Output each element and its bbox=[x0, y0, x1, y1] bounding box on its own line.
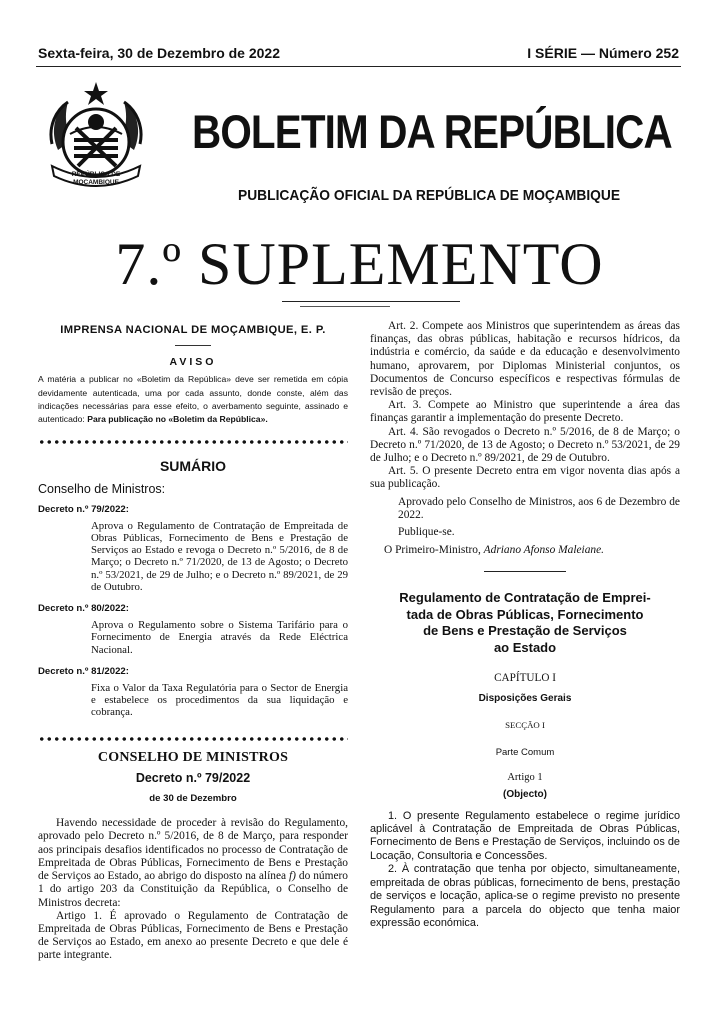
left-column bbox=[38, 320, 348, 963]
decreto-80-heading: Decreto n.º 80/2022: bbox=[38, 603, 129, 615]
decreto-81-heading: Decreto n.º 81/2022: bbox=[38, 665, 129, 677]
preamble-text-a: Havendo necessidade de proceder à revisão do Regulamento, aprovado pelo Decreto n.º 5/2016, de 8 de Março, para responder aos principais desafios identificados no processo de Contratação de Empreitada de Obras Públicas, Fornecimento de Bens e Prestação de Serviços ao Estado, ao abrigo do disposto na alínea bbox=[38, 817, 348, 883]
issue-date: Sexta-feira, 30 de Dezembro de 2022 bbox=[38, 45, 281, 61]
sumario-heading: SUMÁRIO bbox=[159, 458, 227, 475]
regulamento-title-line: tada de Obras Públicas, Fornecimento bbox=[406, 606, 644, 622]
supplement-title: 7.º SUPLEMENTO bbox=[115, 231, 604, 297]
decreto-79-heading: Decreto n.º 79/2022: bbox=[38, 503, 129, 515]
primeiro-ministro-line bbox=[370, 544, 680, 557]
publique-line: Publique-se. bbox=[398, 526, 455, 539]
artigo-heading: Artigo 1 bbox=[507, 772, 543, 784]
decreto-title: Decreto n.º 79/2022 bbox=[135, 770, 251, 785]
art-5-paragraph: Art. 5. O presente Decreto entra em vigor noventa dias após a sua publicação. bbox=[370, 465, 680, 491]
disposicoes-heading: Disposições Gerais bbox=[478, 692, 572, 704]
artigo-1-n2: 2. À contratação que tenha por objecto, simultaneamente, empreitada de obras públicas, fornecimento de bens, prestação de serviços e locação, aplica-se o regime previsto no presente Regulamento para a parcela do objecto que tenha maior expressão económica. bbox=[370, 863, 680, 929]
short-divider bbox=[175, 345, 211, 346]
pm-name: Adriano Afonso Maleiane. bbox=[483, 544, 605, 557]
decreto-date: de 30 de Dezembro bbox=[149, 793, 237, 805]
publication-subtitle: PUBLICAÇÃO OFICIAL DA REPÚBLICA DE MOÇAMBIQUE bbox=[238, 187, 621, 204]
pm-label: O Primeiro-Ministro, bbox=[384, 544, 484, 557]
objecto-heading: (Objecto) bbox=[503, 789, 547, 801]
dotted-divider bbox=[38, 438, 348, 446]
dotted-divider bbox=[38, 735, 348, 743]
section-divider bbox=[484, 571, 566, 572]
preamble-text-b: do número 1 do artigo 203 da Constituição da República, o Conselho de Ministros decreta: bbox=[38, 870, 348, 909]
aviso-heading: AVISO bbox=[169, 356, 217, 369]
preamble-paragraph bbox=[38, 817, 348, 909]
artigo-1-paragraph: Artigo 1. É aprovado o Regulamento de Contratação de Empreitada de Obras Públicas, Fornecimento de Bens e Prestação de Serviços ao Estado, em anexo ao presente Decreto e que dele é parte integrante. bbox=[38, 909, 348, 962]
capitulo-heading: CAPÍTULO I bbox=[494, 672, 556, 685]
decreto-81-summary: Fixa o Valor da Taxa Regulatória para o Sector de Energia e estabelece os procedimentos da sua liquidação e cobrança. bbox=[91, 682, 348, 719]
conselho-ministros-heading: CONSELHO DE MINISTROS bbox=[97, 749, 289, 765]
regulamento-title bbox=[370, 590, 680, 656]
supplement-rule bbox=[282, 301, 460, 302]
preamble-italic: f) bbox=[288, 870, 296, 883]
header-divider bbox=[36, 66, 681, 67]
issue-series-number: I SÉRIE — Número 252 bbox=[527, 45, 679, 61]
aviso-bold-note: Para publicação no «Boletim da República». bbox=[87, 414, 268, 425]
national-emblem-icon bbox=[38, 80, 154, 198]
conselho-label: Conselho de Ministros: bbox=[38, 482, 166, 497]
emblem-banner-line1: REPÚBLICA DE bbox=[71, 171, 121, 178]
supplement-rule-short bbox=[300, 306, 390, 307]
parte-comum-heading: Parte Comum bbox=[495, 747, 555, 759]
emblem-banner-line2: MOÇAMBIQUE bbox=[73, 179, 119, 186]
decreto-80-summary: Aprova o Regulamento sobre o Sistema Tarifário para o Fornecimento de Energia através da Rede Eléctrica Nacional. bbox=[91, 619, 348, 656]
right-column bbox=[370, 320, 680, 930]
aprovado-line: Aprovado pelo Conselho de Ministros, aos 6 de Dezembro de 2022. bbox=[398, 495, 680, 521]
imprensa-heading: IMPRENSA NACIONAL DE MOÇAMBIQUE, E. P. bbox=[60, 324, 326, 336]
seccao-heading: SECÇÃO I bbox=[505, 719, 545, 730]
art-3-paragraph: Art. 3. Compete ao Ministro que superintende a área das finanças garantir a implementação do presente Decreto. bbox=[370, 399, 680, 425]
regulamento-title-line: Regulamento de Contratação de Emprei- bbox=[399, 590, 651, 606]
art-2-paragraph: Art. 2. Compete aos Ministros que superintendem as áreas das finanças, das obras públicas, habitação e recursos hídricos, da indústria e comércio, da saúde e da educação e desenvolvimento humano, aprovarem, por Diplomas Ministerial conjuntos, os Documentos de Concurso específicos e respectivas fórmulas de revisão de preços. bbox=[370, 320, 680, 399]
publication-title: BOLETIM DA REPÚBLICA bbox=[192, 105, 672, 158]
aviso-body: A matéria a publicar no «Boletim da República» deve ser remetida em cópia devidamente autenticada, uma por cada assunto, donde conste, além das indicações necessárias para esse efeito, o averbamento seguinte, assinado e autenticado: bbox=[38, 374, 348, 425]
regulamento-title-line: ao Estado bbox=[493, 639, 557, 655]
decreto-79-summary: Aprova o Regulamento de Contratação de Empreitada de Obras Públicas, Fornecimento de Bens e Prestação de Serviços ao Estado e revoga o Decreto n.º 5/2016, de 8 de Março; o Decreto n.º 71/2020, de 13 de Agosto; o Decreto n.º 53/2021, de 29 de Julho; e o Decreto n.º 89/2021, de 29 de Outubro. bbox=[91, 519, 348, 593]
artigo-1-n1: 1. O presente Regulamento estabelece o regime jurídico aplicável à Contratação de Empreitada de Obras Públicas, Fornecimento de Bens e Prestação de Serviços, incluindo os de Locação, Consultoria e Concessões. bbox=[370, 809, 680, 862]
regulamento-title-line: de Bens e Prestação de Serviços bbox=[423, 623, 627, 639]
art-4-paragraph: Art. 4. São revogados o Decreto n.º 5/2016, de 8 de Março; o Decreto n.º 71/2020, de 13 de Agosto; o Decreto n.º 53/2021, de 29 de Julho; e o Decreto n.º 89/2021, de 29 de Outubro. bbox=[370, 425, 680, 465]
aviso-text bbox=[38, 373, 348, 426]
